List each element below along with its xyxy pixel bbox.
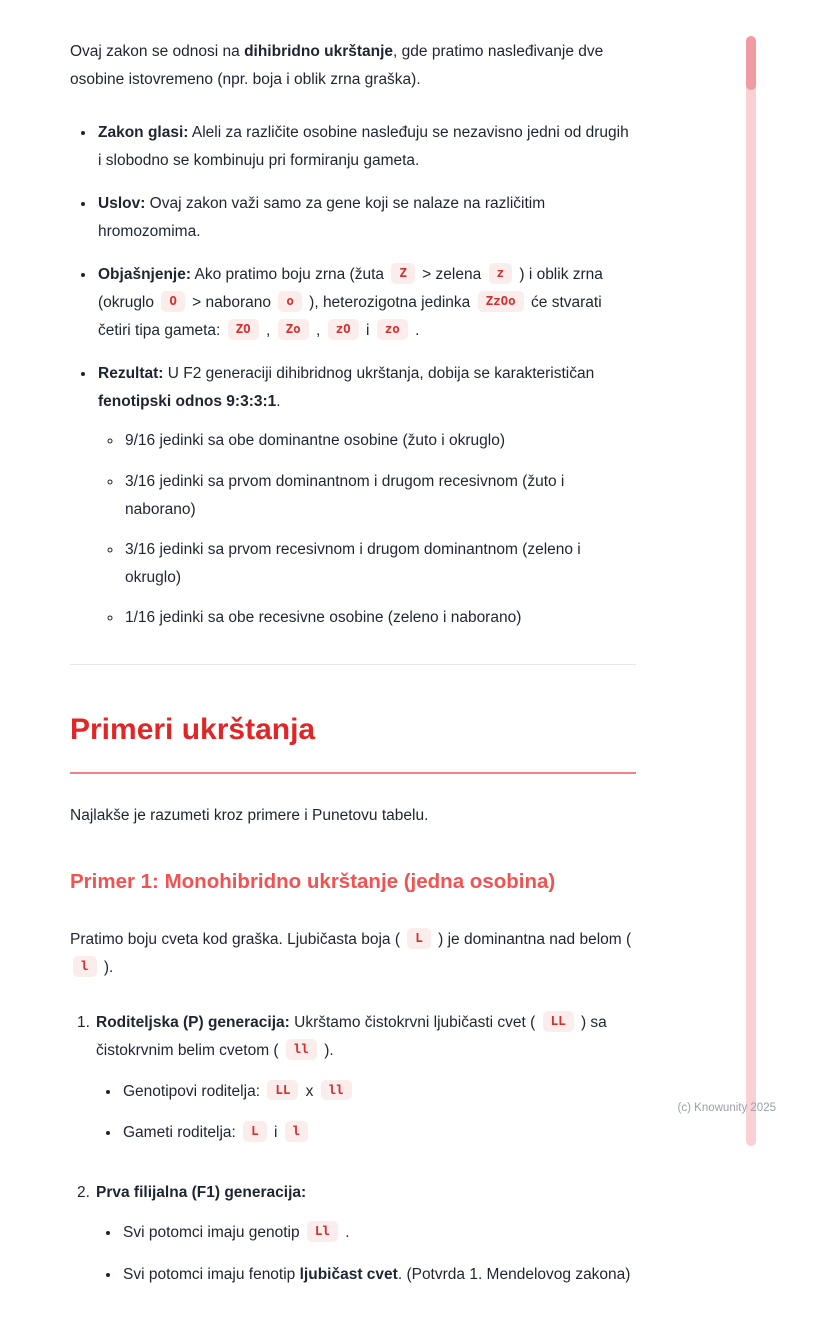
genotype-chip: zo [377,319,408,340]
list-item [96,119,636,174]
text-segment: Prva filijalna (F1) generacija: [96,1183,307,1201]
genotype-chip: O [161,291,185,312]
step-text [96,1179,636,1207]
watermark: (c) Knowunity 2025 [677,1102,776,1114]
list-number: 2. [77,1183,90,1201]
genotype-chip: LL [267,1080,298,1101]
text-segment: i [361,321,374,339]
genotype-chip: ZO [228,319,259,340]
ratio-item: 3/16 jedinki sa prvom dominantnom i drugom recesivnom (žuto i naborano) [125,472,565,518]
text-segment: Pratimo boju cveta kod graška. Ljubičasta boja ( [70,931,405,949]
bullet-text [98,365,594,410]
ratio-sublist [98,427,636,631]
example-intro-paragraph [70,926,636,981]
genotype-chip: ZzOo [478,291,524,312]
text-segment: Svi potomci imaju fenotip [123,1265,300,1283]
sub-item-text [123,1083,355,1100]
section-heading: Primeri ukrštanja [70,703,636,774]
list-item [123,468,636,523]
text-segment: i [269,1124,282,1142]
text-segment: će stvarati četiri tipa gameta: [98,294,602,339]
text-segment: . (Potvrda 1. Mendelovog zakona) [397,1265,631,1283]
genotype-chip: Z [391,263,415,284]
text-segment: fenotipski odnos 9:3:3:1 [98,392,277,410]
text-segment: ), heterozigotna jedinka [304,294,475,312]
intro-paragraph [70,38,636,93]
genotype-chip: ll [286,1039,317,1060]
text-segment: Roditeljska (P) generacija: [96,1014,290,1032]
genotype-chip: L [407,928,431,949]
numbered-item-body [96,1179,636,1303]
step-sublist [96,1219,636,1288]
text-segment: Uslov: [98,195,146,213]
text-segment: . [340,1224,350,1242]
text-segment: Ako pratimo boju zrna (žuta [191,266,389,284]
genotype-chip: L [243,1121,267,1142]
text-segment: Ovaj zakon važi samo za gene koji se nalaze na različitim hromozomima. [98,195,546,240]
text-segment: ) sa čistokrvnim belim cvetom ( [96,1014,607,1060]
bullet-text [98,195,545,240]
text-segment: > zelena [417,266,486,284]
genotype-chip: Zo [278,319,309,340]
genotype-chip: zO [328,319,359,340]
section-divider [70,664,636,665]
genotype-chip: l [73,956,97,977]
lead-paragraph: Najlakše je razumeti kroz primere i Punetovu tabelu. [70,807,429,825]
list-item [121,1261,636,1289]
numbered-list [70,1009,636,1302]
text-segment: Rezultat: [98,365,164,383]
numbered-item [70,1009,636,1160]
scrollbar-track[interactable] [746,36,756,1146]
list-item [121,1219,636,1247]
genotype-chip: Ll [307,1221,338,1242]
genotype-chip: l [285,1121,309,1142]
list-item [96,261,636,344]
example-heading: Primer 1: Monohibridno ukrštanje (jedna osobina) [70,869,556,893]
bullet-text [98,266,603,338]
list-item [123,604,636,632]
text-segment: Svi potomci imaju genotip [123,1224,304,1242]
list-item [96,360,636,632]
text-segment: Gameti roditelja: [123,1124,241,1142]
text-segment: ) i oblik zrna (okruglo [98,266,603,312]
text-segment: . [410,321,420,339]
text-segment: , [261,321,275,339]
document-content [70,38,636,1320]
sub-item-text [123,1124,311,1141]
text-segment: ). [319,1042,334,1060]
genotype-chip: o [278,291,302,312]
text-segment: . [276,392,281,410]
law-bullet-list [70,119,636,632]
scrollbar-thumb[interactable] [746,36,756,90]
text-segment: ) je dominantna nad belom ( [433,931,632,949]
text-segment: Genotipovi roditelja: [123,1082,265,1100]
list-item [121,1119,636,1147]
ratio-item: 1/16 jedinki sa obe recesivne osobine (zeleno i naborano) [125,609,522,627]
text-segment: Ukrštamo čistokrvni ljubičasti cvet ( [289,1014,540,1032]
genotype-chip: ll [321,1080,352,1101]
text-segment: ). [99,958,114,976]
sub-item-text [123,1266,630,1283]
list-item [121,1078,636,1106]
text-segment: > naborano [187,294,276,312]
text-segment: , [311,321,325,339]
list-number: 1. [77,1014,90,1032]
numbered-item [70,1179,636,1303]
sub-item-text [123,1224,350,1241]
list-item [123,427,636,455]
numbered-item-body [96,1009,636,1160]
text-segment: ljubičast cvet [299,1265,398,1283]
step-sublist [96,1078,636,1147]
text-segment: U F2 generaciji dihibridnog ukrštanja, dobija se karakterističan [163,365,595,383]
step-text [96,1009,636,1064]
bullet-text [98,124,629,169]
ratio-item: 3/16 jedinki sa prvom recesivnom i drugom dominantnom (zeleno i okruglo) [125,541,581,586]
genotype-chip: z [489,263,513,284]
list-item [123,536,636,591]
text-segment: x [301,1082,318,1100]
text-segment: dihibridno ukrštanje [244,43,394,60]
text-segment: Objašnjenje: [98,266,192,284]
text-segment: Zakon glasi: [98,124,189,142]
text-segment: Aleli za različite osobine nasleđuju se nezavisno jedni od drugih i slobodno se kombinuju pri formiranju gameta. [98,124,629,169]
text-segment: Ovaj zakon se odnosi na [70,43,245,60]
genotype-chip: LL [543,1011,574,1032]
list-item [96,190,636,245]
ratio-item: 9/16 jedinki sa obe dominantne osobine (žuto i okruglo) [125,432,505,450]
text-segment: , gde pratimo nasleđivanje dve osobine istovremeno (npr. boja i oblik zrna graška). [70,43,604,88]
